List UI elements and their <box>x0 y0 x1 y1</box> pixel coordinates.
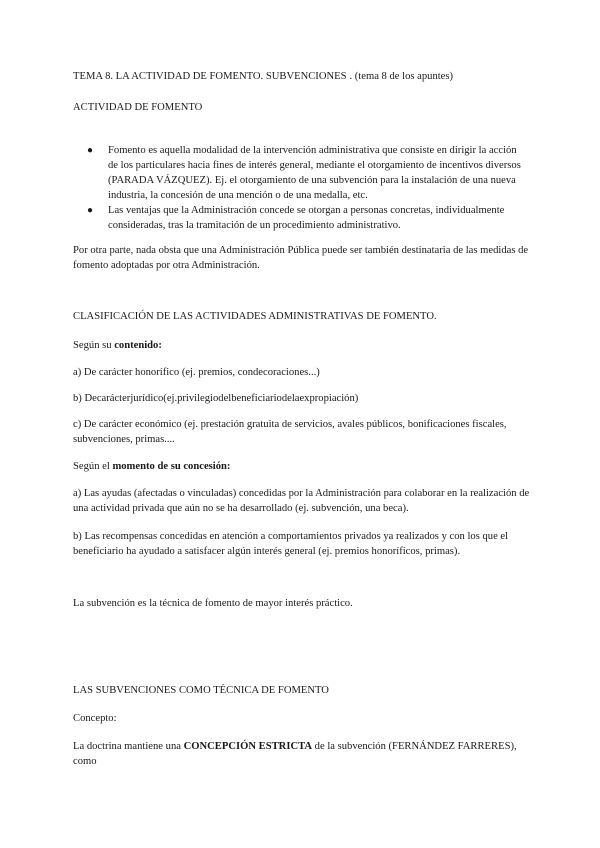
criterion-prefix: Según su <box>73 340 115 351</box>
bullet-icon: ● <box>87 205 94 216</box>
bullet-text-1: Fomento es aquella modalidad de la intervención administrativa que consiste en dirigir la acción de los particulares hacia fines de interés general, mediante el otorgamiento de incentivos diversos (PARADA VÁZQUEZ). Ej. el otorgamiento de una subvención para la instalación de una nueva industria, la concesión de una mención o de una medalla, etc. <box>108 145 521 201</box>
document-title-line <box>73 70 453 84</box>
item-juridico: b) Decarácterjurídico(ej.privilegiodelbeneficiariodelaexpropiación) <box>73 393 359 404</box>
conclusion-subvencion: La subvención es la técnica de fomento de mayor interés práctico. <box>73 598 353 609</box>
doctrine-paragraph <box>73 739 533 769</box>
doctrine-prefix: La doctrina mantiene una <box>73 741 184 752</box>
bullet-icon: ● <box>87 145 94 156</box>
bullet-list <box>73 143 528 233</box>
criterion-momento <box>73 460 230 474</box>
list-item <box>73 203 528 233</box>
section-heading-subvenciones: LAS SUBVENCIONES COMO TÉCNICA DE FOMENTO <box>73 685 329 696</box>
paragraph-otra-administracion: Por otra parte, nada obsta que una Administración Pública puede ser también destinataria de las medidas de fomento adoptadas por otra Administración. <box>73 245 529 271</box>
moment-ayudas: a) Las ayudas (afectadas o vinculadas) concedidas por la Administración para colaborar en la realización de una actividad privada que aún no se ha desarrollado (ej. subvención, una beca). <box>73 488 530 514</box>
item-economico: c) De carácter económico (ej. prestación gratuita de servicios, avales públicos, bonificaciones fiscales, subvenciones, primas.... <box>73 419 507 445</box>
document-title: TEMA 8. LA ACTIVIDAD DE FOMENTO. SUBVENCIONES <box>73 71 347 82</box>
moment-recompensas: b) Las recompensas concedidas en atención a comportamientos privados ya realizados y con los que el beneficiario ha ayudado a satisfacer algún interés general (ej. premios honoríficos, primas). <box>73 531 509 557</box>
criterion-contenido <box>73 339 162 353</box>
bullet-text-2: Las ventajas que la Administración concede se otorgan a personas concretas, individualmente consideradas, tras la tramitación de un procedimiento administrativo. <box>108 205 505 231</box>
title-note: . (tema 8 de los apuntes) <box>349 71 454 82</box>
doctrine-suffix: de la subvención (FERNÁNDEZ FARRERES), como <box>73 741 517 767</box>
section-heading-clasificacion: CLASIFICACIÓN DE LAS ACTIVIDADES ADMINISTRATIVAS DE FOMENTO. <box>73 311 437 322</box>
criterion-bold: contenido: <box>114 340 162 351</box>
concept-label: Concepto: <box>73 713 117 724</box>
item-honorifico: a) De carácter honorífico (ej. premios, condecoraciones...) <box>73 367 320 378</box>
list-item <box>73 143 528 203</box>
criterion-prefix: Según el <box>73 461 113 472</box>
criterion-bold: momento de su concesión: <box>112 461 231 472</box>
section-heading-fomento: ACTIVIDAD DE FOMENTO <box>73 102 203 113</box>
doctrine-bold: CONCEPCIÓN ESTRICTA <box>183 741 313 752</box>
